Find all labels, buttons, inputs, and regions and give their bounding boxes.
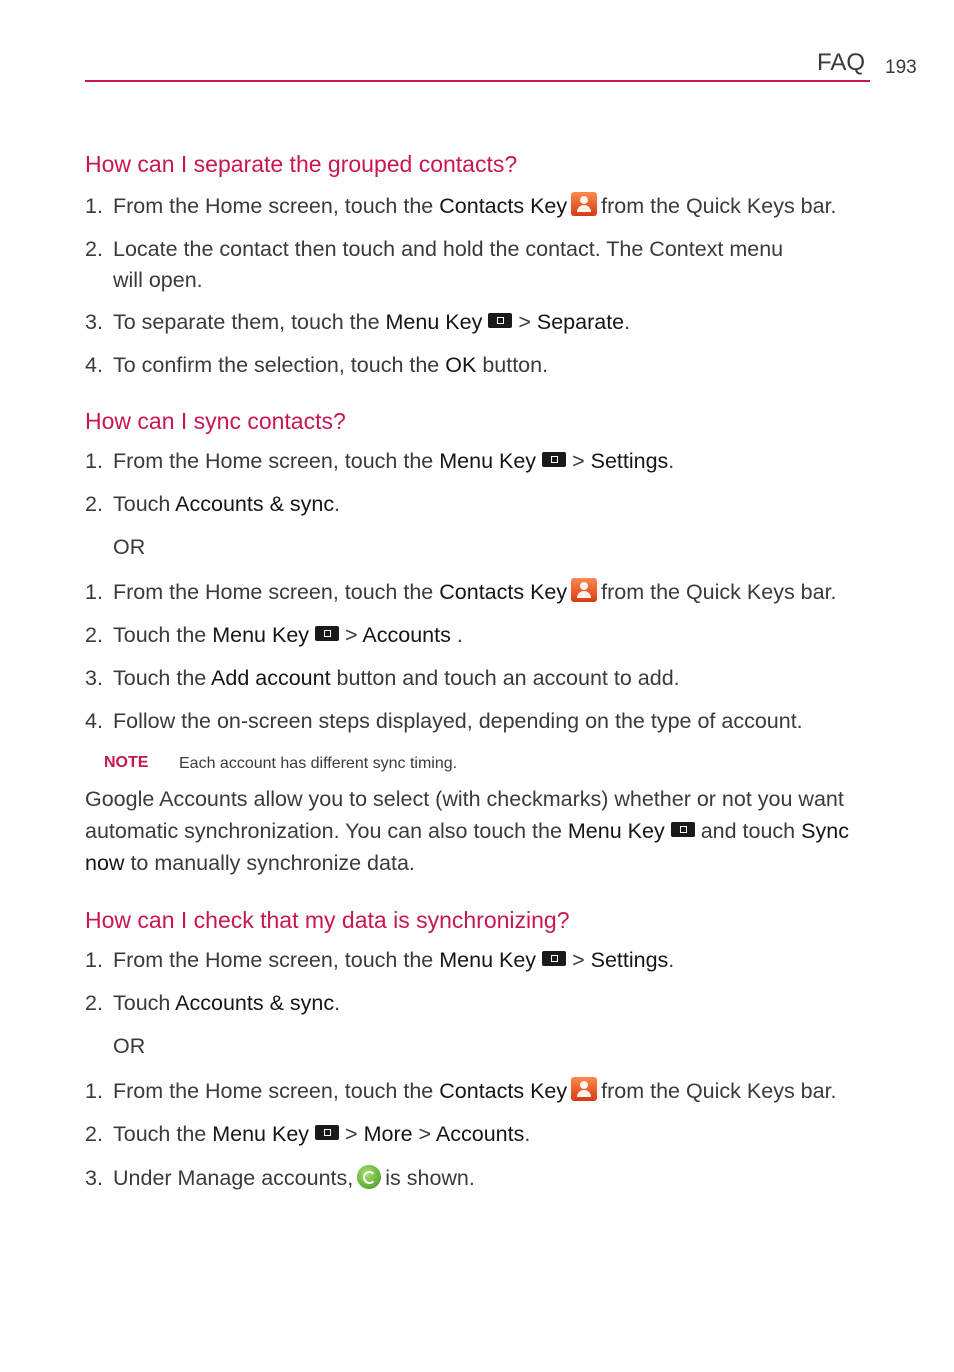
step-text-continued: will open.: [113, 268, 203, 292]
paragraph-text: to manually synchronize data.: [130, 851, 415, 875]
key-name: Menu Key: [212, 1122, 310, 1146]
list-item: [85, 623, 463, 648]
separator: >: [518, 310, 531, 334]
step-text: button and touch an account to add.: [336, 666, 680, 690]
punctuation: .: [624, 310, 631, 334]
menu-option: Settings: [590, 948, 669, 972]
list-item: [85, 492, 340, 517]
separator: >: [345, 623, 358, 647]
step-number: 3.: [85, 1166, 103, 1190]
header-divider: [85, 80, 870, 82]
menu-option: Accounts & sync: [175, 991, 335, 1015]
list-item: [85, 353, 548, 378]
list-item: [85, 1122, 530, 1147]
menu-option: More: [363, 1122, 413, 1146]
key-name: Menu Key: [567, 819, 665, 843]
menu-key-icon: [315, 626, 339, 641]
list-item: [85, 948, 674, 973]
step-text: Locate the contact then touch and hold the contact. The Context menu: [113, 237, 784, 261]
step-text: from the Quick Keys bar.: [601, 580, 837, 604]
step-text: Follow the on-screen steps displayed, depending on the type of account.: [113, 709, 803, 733]
punctuation: .: [524, 1122, 531, 1146]
key-name: Contacts Key: [439, 580, 568, 604]
menu-key-icon: [488, 313, 512, 328]
or-divider: OR: [113, 535, 146, 559]
punctuation: .: [668, 449, 675, 473]
menu-option: Accounts: [435, 1122, 525, 1146]
separator: >: [418, 1122, 432, 1146]
list-item: [85, 237, 783, 293]
menu-option: Settings: [590, 449, 669, 473]
key-name: Menu Key: [385, 310, 483, 334]
step-number: 3.: [85, 310, 103, 334]
contacts-key-icon: [571, 578, 597, 602]
key-name: Menu Key: [212, 623, 310, 647]
step-text: To confirm the selection, touch the: [113, 353, 440, 377]
step-number: 2.: [85, 623, 103, 647]
button-name: OK: [445, 353, 477, 377]
menu-key-icon: [542, 452, 566, 467]
step-text: From the Home screen, touch the: [113, 948, 434, 972]
step-text: Touch: [113, 991, 171, 1015]
punctuation: .: [334, 991, 341, 1015]
step-number: 1.: [85, 948, 103, 972]
step-text: From the Home screen, touch the: [113, 1079, 434, 1103]
list-item: [85, 449, 674, 474]
list-item: [85, 709, 803, 734]
step-text: Touch: [113, 492, 171, 516]
menu-key-icon: [542, 951, 566, 966]
step-text: is shown.: [385, 1166, 475, 1190]
list-item: [85, 1077, 837, 1104]
step-text: Under Manage accounts,: [113, 1166, 354, 1190]
list-item: [85, 310, 630, 335]
section-heading-sync-contacts: How can I sync contacts?: [85, 408, 346, 434]
sync-paragraph: [85, 783, 875, 879]
punctuation: .: [456, 623, 463, 647]
step-number: 1.: [85, 580, 103, 604]
step-text: Touch the: [113, 1122, 207, 1146]
key-name: Contacts Key: [439, 194, 568, 218]
section-heading-separate-contacts: How can I separate the grouped contacts?: [85, 151, 518, 177]
step-number: 1.: [85, 449, 103, 473]
step-text: Touch the: [113, 623, 207, 647]
contacts-key-icon: [571, 192, 597, 216]
menu-option: Accounts: [362, 623, 451, 647]
note-text: Each account has different sync timing.: [179, 755, 458, 772]
list-item: [85, 578, 837, 605]
step-text: from the Quick Keys bar.: [601, 194, 837, 218]
list-item: [85, 192, 837, 219]
step-number: 2.: [85, 237, 103, 261]
sync-icon: [357, 1165, 381, 1189]
step-number: 2.: [85, 492, 103, 516]
step-number: 1.: [85, 194, 103, 218]
separator: >: [345, 1122, 358, 1146]
step-number: 3.: [85, 666, 103, 690]
list-item: [85, 991, 340, 1016]
menu-option: Sync now: [85, 819, 849, 875]
key-name: Menu Key: [439, 948, 537, 972]
menu-key-icon: [315, 1125, 339, 1140]
step-text: From the Home screen, touch the: [113, 449, 434, 473]
menu-option: Separate: [536, 310, 625, 334]
list-item: [85, 666, 680, 691]
punctuation: .: [668, 948, 675, 972]
step-number: 4.: [85, 353, 103, 377]
section-heading-check-sync: How can I check that my data is synchronizing?: [85, 907, 570, 933]
menu-option: Accounts & sync: [175, 492, 335, 516]
paragraph-text: Google Accounts allow you to select (with checkmarks) whether or not you want automatic synchronization. You can also touch the: [85, 787, 844, 843]
key-name: Menu Key: [439, 449, 537, 473]
step-text: To separate them, touch the: [113, 310, 380, 334]
contacts-key-icon: [571, 1077, 597, 1101]
step-number: 4.: [85, 709, 103, 733]
step-number: 1.: [85, 1079, 103, 1103]
list-item: [85, 1165, 475, 1191]
step-number: 2.: [85, 991, 103, 1015]
key-name: Contacts Key: [439, 1079, 568, 1103]
page-number: 193: [885, 57, 917, 78]
or-divider: OR: [113, 1034, 146, 1058]
button-name: Add account: [211, 666, 331, 690]
punctuation: .: [334, 492, 341, 516]
step-text: From the Home screen, touch the: [113, 194, 434, 218]
header-section-title: FAQ: [817, 49, 866, 76]
separator: >: [572, 449, 585, 473]
step-text: from the Quick Keys bar.: [601, 1079, 837, 1103]
paragraph-text: and touch: [700, 819, 796, 843]
step-text: button.: [482, 353, 549, 377]
note-label: NOTE: [104, 754, 149, 771]
step-text: From the Home screen, touch the: [113, 580, 434, 604]
separator: >: [572, 948, 585, 972]
step-number: 2.: [85, 1122, 103, 1146]
step-text: Touch the: [113, 666, 207, 690]
menu-key-icon: [671, 822, 695, 837]
